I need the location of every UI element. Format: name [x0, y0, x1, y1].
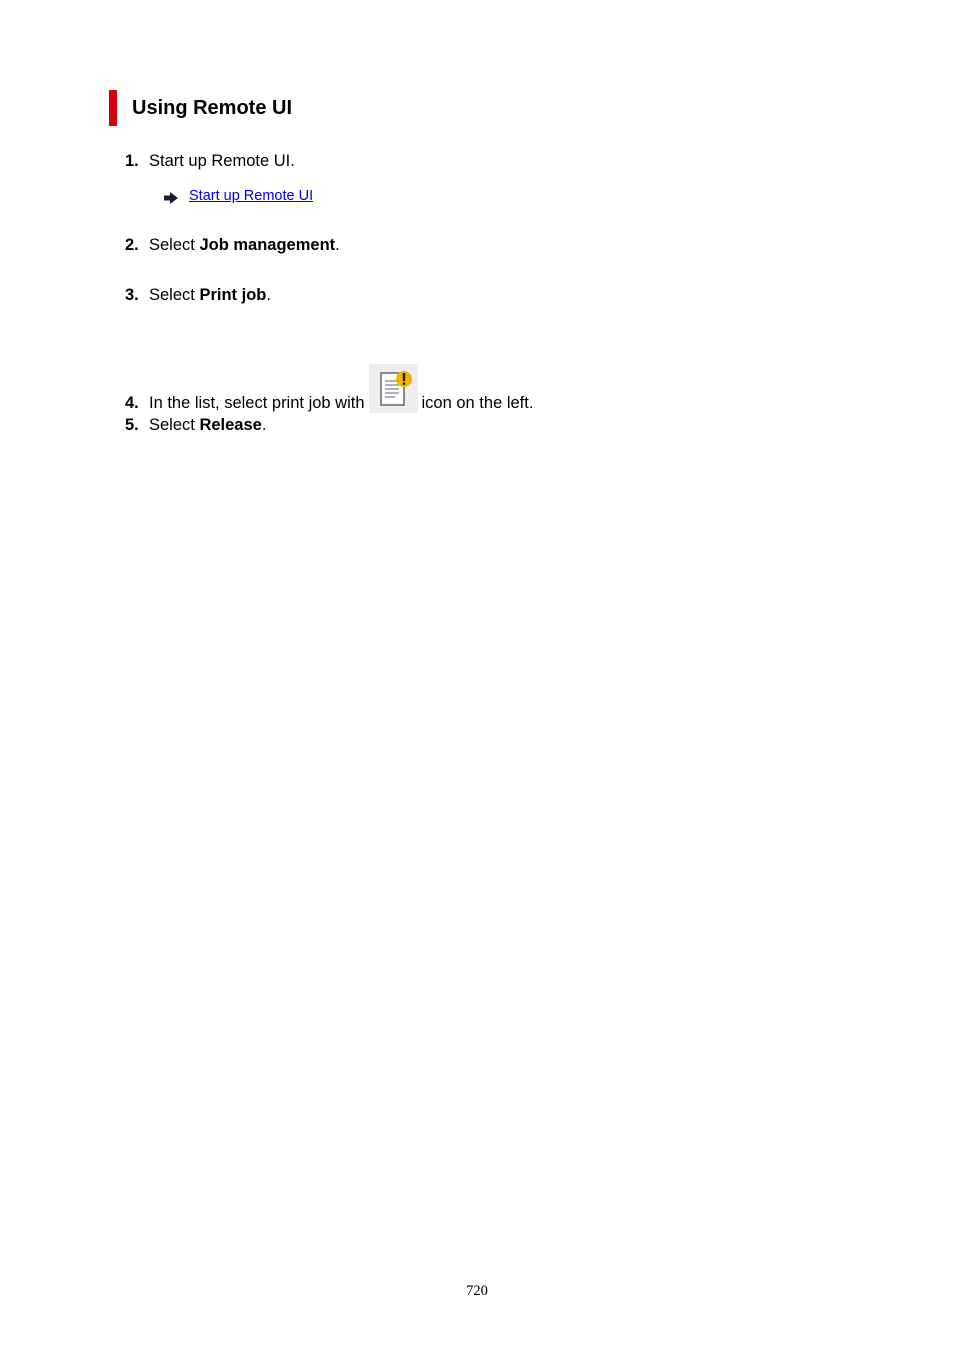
step-1 [125, 151, 295, 171]
start-up-remote-ui-link[interactable]: Start up Remote UI [189, 188, 314, 204]
print-job-warning-icon [369, 364, 418, 413]
arrow-right-icon [164, 190, 178, 202]
step-text [149, 236, 340, 254]
step-suffix: . [261, 416, 267, 434]
page-number: 720 [466, 1283, 488, 1299]
heading-title: Using Remote UI [132, 97, 293, 119]
reference-link-row [164, 186, 313, 206]
step-prefix: Select [149, 416, 200, 434]
section-heading [109, 90, 292, 126]
step-text [149, 394, 533, 412]
step-text: Start up Remote UI. [149, 152, 295, 170]
step-number: 5. [125, 416, 139, 434]
step-3 [125, 285, 271, 305]
step-suffix: . [266, 286, 271, 304]
step-2 [125, 235, 340, 255]
step-text [149, 286, 271, 304]
step-number: 1. [125, 152, 139, 170]
step-text [149, 416, 266, 434]
step-number: 3. [125, 286, 139, 304]
step-prefix: Select [149, 286, 200, 304]
step-5 [125, 415, 266, 435]
step-number: 4. [125, 394, 139, 412]
step-suffix: icon on the left. [421, 394, 534, 412]
step-suffix: . [335, 236, 340, 254]
step-4 [125, 364, 533, 413]
step-emphasis: Print job [199, 286, 267, 304]
step-number: 2. [125, 236, 139, 254]
heading-accent-bar [109, 90, 117, 126]
step-prefix: In the list, select print job with [149, 394, 365, 412]
step-emphasis: Job management [199, 236, 336, 254]
step-emphasis: Release [199, 416, 262, 434]
step-prefix: Select [149, 236, 200, 254]
